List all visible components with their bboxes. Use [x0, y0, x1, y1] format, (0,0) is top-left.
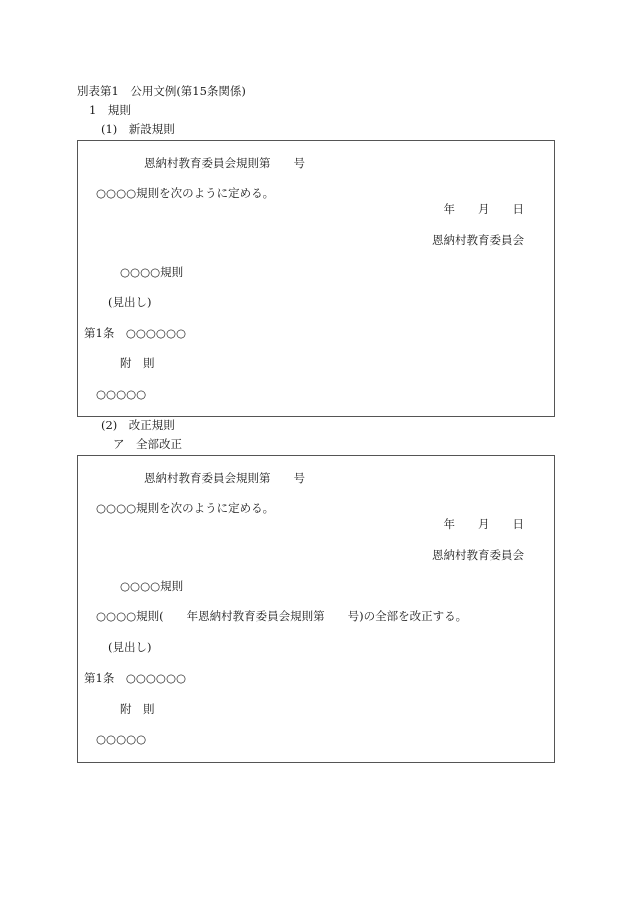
section-heading: 1 規則	[89, 103, 131, 117]
rule-title: 恩納村教育委員会規則第 号	[144, 471, 305, 485]
rule-name: ○○○○規則	[120, 265, 184, 279]
sub-item-full-amendment: ア 全部改正	[113, 437, 182, 451]
date-line: 年 月 日	[443, 202, 524, 216]
subsection-heading-amend-rule: (2) 改正規則	[101, 418, 175, 432]
article-1: 第1条 ○○○○○○	[84, 326, 187, 340]
enactment-clause: ○○○○規則を次のように定める。	[96, 186, 275, 200]
article-caption: (見出し)	[108, 640, 152, 654]
appendix-title: 別表第1 公用文例(第15条関係)	[77, 84, 246, 98]
issuer: 恩納村教育委員会	[432, 548, 524, 562]
rule-title: 恩納村教育委員会規則第 号	[144, 156, 305, 170]
supplementary-provisions-heading: 附 則	[120, 702, 155, 716]
date-line: 年 月 日	[443, 517, 524, 531]
subsection-heading-new-rule: (1) 新設規則	[101, 122, 175, 136]
supplementary-provisions-body: ○○○○○	[96, 387, 147, 401]
enactment-clause: ○○○○規則を次のように定める。	[96, 501, 275, 515]
rule-name: ○○○○規則	[120, 579, 184, 593]
template-box-full-amendment	[77, 455, 555, 763]
issuer: 恩納村教育委員会	[432, 233, 524, 247]
supplementary-provisions-body: ○○○○○	[96, 732, 147, 746]
full-amendment-clause: ○○○○規則( 年恩納村教育委員会規則第 号)の全部を改正する。	[96, 609, 468, 623]
article-caption: (見出し)	[108, 295, 152, 309]
article-1: 第1条 ○○○○○○	[84, 671, 187, 685]
supplementary-provisions-heading: 附 則	[120, 356, 155, 370]
template-box-new-rule	[77, 140, 555, 417]
